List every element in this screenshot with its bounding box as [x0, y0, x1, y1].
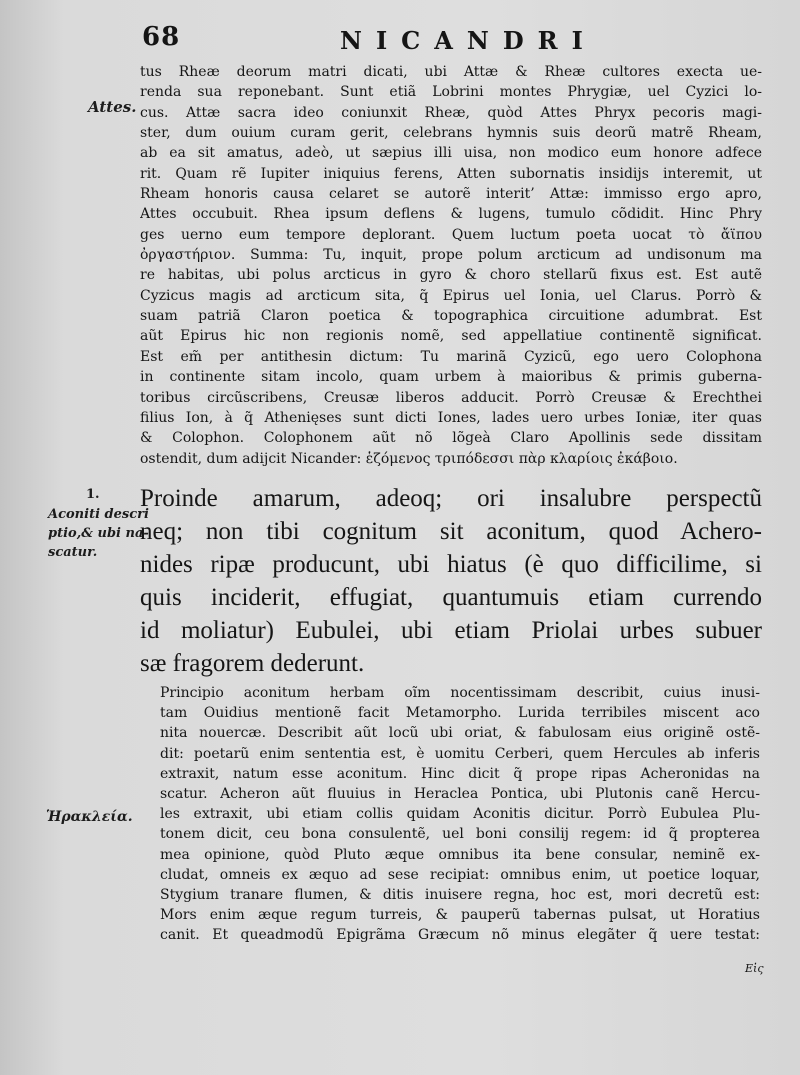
margin-note-line: Attes.	[88, 98, 137, 116]
text-line: renda sua reponebant. Sunt etiã Lobrini montes Phrygiæ, uel Cyzici lo-	[140, 84, 762, 101]
main-text-line: neq; non tibi cognitum sit aconitum, quod Achero-	[140, 518, 762, 545]
margin-note-line: Aconiti descri	[48, 507, 149, 522]
main-text-line: quis inciderit, effugiat, quantumuis etiam currendo	[140, 584, 762, 611]
text-line: ὀργαστήριον. Summa: Tu, inquit, prope polum arcticum ad undisonum ma	[140, 247, 762, 264]
text-line: ges uerno eum tempore deplorant. Quem luctum poeta uocat τὸ ἄϊπου	[140, 226, 762, 243]
margin-note-number	[86, 485, 100, 504]
text-line: ab ea sit amatus, adeò, ut sæpius illi uisa, non modico eum honore adfece	[140, 145, 762, 162]
text-line: aũt Epirus hic non regionis nomẽ, sed appellatiue continentẽ significat.	[140, 328, 762, 345]
margin-note-aconiti	[48, 505, 149, 562]
text-line: suam patriã Claron poetica & topographica circuitione adumbrat. Est	[140, 308, 762, 325]
text-line: Attes occubuit. Rhea ipsum deflens & lugens, tumulo cõdidit. Hinc Phry	[140, 206, 762, 223]
margin-note-line: Ἡρακλεία.	[46, 809, 133, 825]
text-line: in continente sitam incolo, quam urbem à maioribus & primis guberna-	[140, 369, 762, 386]
main-text-line: Proinde amarum, adeoq; ori insalubre perspectũ	[140, 485, 762, 512]
text-line: cludat, omneis ex æquo ad sese recipiat: omnibus enim, ut poetice loquar,	[160, 866, 760, 883]
text-line: mea opinione, quòd Pluto æque omnibus ita bene consular, neminẽ ex-	[160, 846, 760, 863]
main-text-line: id moliatur) Eubulei, ubi etiam Priolai urbes subuer	[140, 617, 762, 644]
text-line: Principio aconitum herbam oĩm nocentissimam describit, cuius inusi-	[160, 685, 760, 701]
page-number: 68	[142, 22, 181, 52]
running-head: NICANDRI	[340, 26, 597, 55]
text-line: tus Rheæ deorum matri dicati, ubi Attæ & Rheæ cultores execta ue-	[140, 64, 762, 80]
main-text-line: sæ fragorem dederunt.	[140, 650, 365, 677]
text-line: toribus circũscribens, Creusæ liberos adducit. Porrò Creusæ & Erechthei	[140, 389, 762, 406]
margin-note-line: scatur.	[48, 545, 98, 560]
text-line: Cyzicus magis ad arcticum sita, q̃ Epirus uel Ionia, uel Clarus. Porrò &	[140, 287, 762, 304]
text-line: Est em̃ per antithesin dictum: Tu marinã Cyzicũ, ego uero Colophona	[140, 348, 762, 365]
text-line: scatur. Acheron aũt fluuius in Heraclea Pontica, ubi Plutonis canẽ Hercu-	[160, 785, 760, 802]
text-line: Rheam honoris causa celaret se autorẽ interit’ Attæ: immisso ergo apro,	[140, 186, 762, 203]
text-line: extraxit, natum esse aconitum. Hinc dicit q̃ prope ripas Acheronidas na	[160, 765, 760, 782]
text-line: Mors enim æque regum turreis, & pauperũ tabernas pulsat, ut Horatius	[160, 907, 760, 924]
text-line: rit. Quam rẽ Iupiter iniquius ferens, Atten subornatis insidijs interemit, ut	[140, 165, 762, 182]
catchword: Εἰς	[745, 962, 764, 975]
margin-note-line: 1.	[86, 487, 100, 502]
margin-note-attes	[88, 98, 136, 117]
text-line: tam Ouidius mentionẽ facit Metamorpho. Lurida terribiles miscent aco	[160, 705, 760, 722]
margin-note-heraclea	[46, 808, 133, 827]
main-text-line: nides ripæ producunt, ubi hiatus (è quo difficilime, si	[140, 551, 762, 578]
text-line: filius Ion, à q̃ Athenięses sunt dicti Iones, lades uero urbes Ioniæ, iter quas	[140, 409, 762, 426]
text-line: dit: poetarũ enim sententia est, è uomitu Cerberi, quem Hercules ab inferis	[160, 745, 760, 762]
text-line: & Colophon. Colophonem aũt nõ lõgeà Claro Apollinis sede dissitam	[140, 430, 762, 447]
text-line: Stygium tranare flumen, & ditis inuisere regna, hoc est, mori decretũ est:	[160, 886, 760, 903]
text-line: les extraxit, ubi etiam collis quidam Aconitis dicitur. Porrò Eubulea Plu-	[160, 806, 760, 823]
text-line: cus. Attæ sacra ideo coniunxit Rheæ, quòd Attes Phryx pecoris magi-	[140, 104, 762, 121]
margin-notes	[0, 0, 149, 1075]
commentary-bottom	[160, 683, 760, 945]
margin-note-line: ptio,& ubi na-	[48, 526, 149, 541]
text-line: re habitas, ubi polus arcticus in gyro & choro stellarũ fixus est. Est autẽ	[140, 267, 762, 284]
text-line: nita nouercæ. Describit aũt locũ ubi oriat, & fabulosam eius originẽ ostẽ-	[160, 725, 760, 742]
text-line: tonem dicit, ceu bona consulentẽ, uel boni consilij regem: id q̃ propterea	[160, 826, 760, 843]
commentary-top	[140, 62, 762, 469]
text-line: ostendit, dum adijcit Nicander: ἑζόμενος τριπόδεσσι πὰρ κλαρίοις ἐκάβοιο.	[140, 450, 678, 467]
main-text	[140, 482, 762, 680]
text-line: canit. Et queadmodũ Epigrãma Græcum nõ minus elegãter q̃ uere testat:	[160, 927, 760, 944]
text-line: ster, dum ouium curam gerit, celebrans hymnis suis deorũ matrẽ Rheam,	[140, 125, 762, 142]
